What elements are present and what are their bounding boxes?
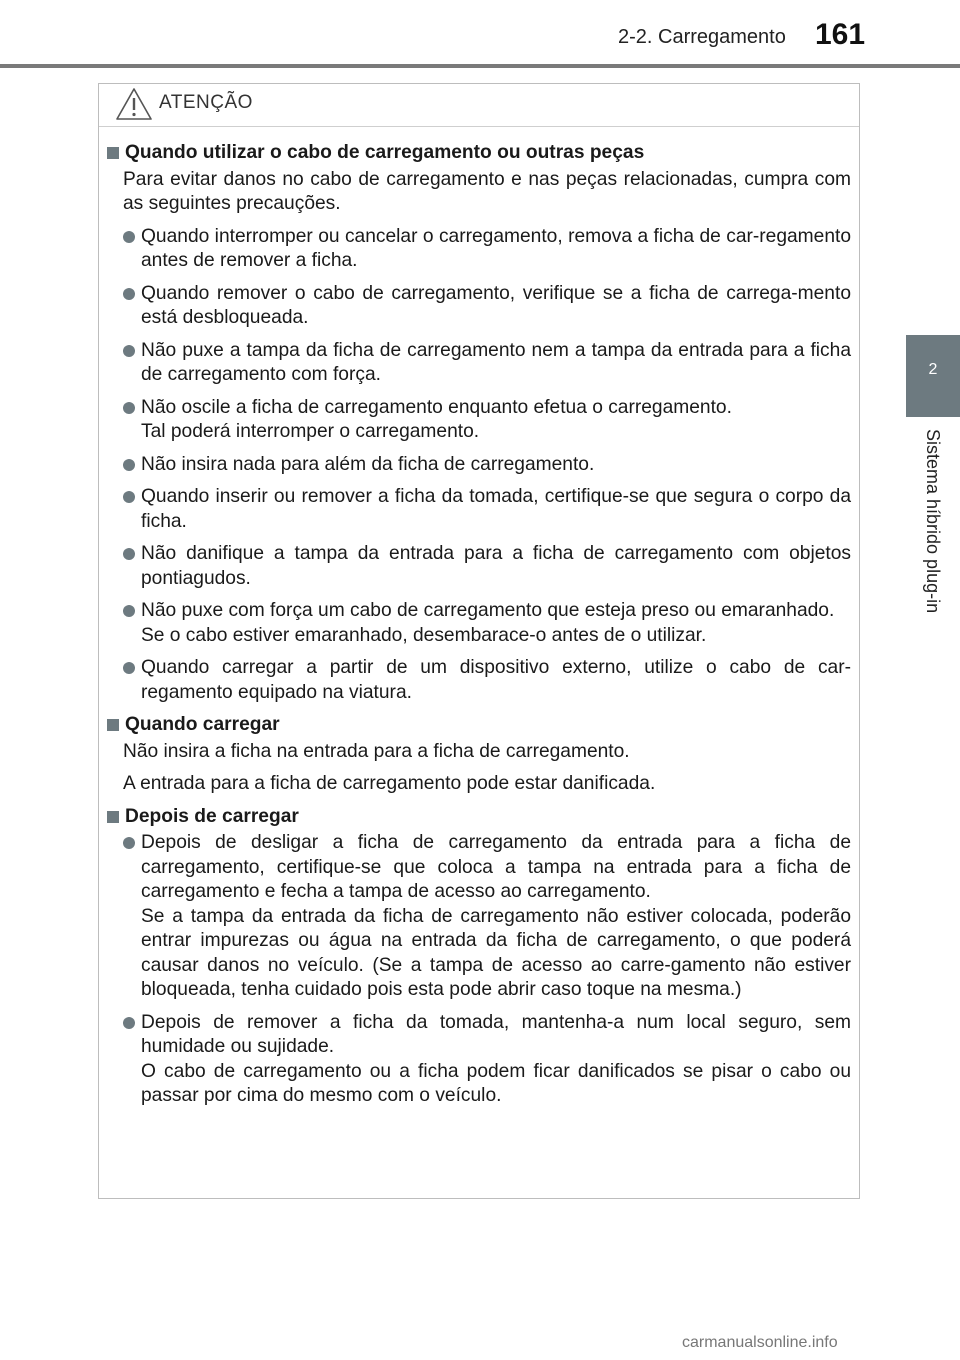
square-bullet-icon <box>107 811 119 823</box>
bullet-line: Se o cabo estiver emaranhado, desembarace-o antes de o utilizar. <box>141 624 707 646</box>
bullet-item <box>123 542 851 591</box>
bullet-item <box>123 656 851 705</box>
header-divider <box>0 64 960 68</box>
bullet-item <box>123 831 851 1003</box>
round-bullet-icon <box>123 231 135 243</box>
bullet-line: Não insira nada para além da ficha de carregamento. <box>141 453 595 475</box>
bullet-line: Quando interromper ou cancelar o carregamento, remova a ficha de car-regamento antes de remover a ficha. <box>141 225 851 271</box>
bullet-text <box>141 339 851 388</box>
round-bullet-icon <box>123 491 135 503</box>
bullet-line: Depois de desligar a ficha de carregamento da entrada para a ficha de carregamento, certifique-se que coloca a tampa na entrada para a ficha de carregamento e fecha a tampa de acesso ao carregamento. <box>141 832 851 902</box>
warning-header <box>99 84 859 127</box>
bullet-text <box>141 599 851 648</box>
bullet-line: Não puxe a tampa da ficha de carregamento nem a tampa da entrada para a ficha de carregamento com força. <box>141 339 851 385</box>
round-bullet-icon <box>123 459 135 471</box>
section-paragraph: Não insira a ficha na entrada para a ficha de carregamento. <box>123 740 630 762</box>
section-heading <box>105 805 851 830</box>
round-bullet-icon <box>123 662 135 674</box>
section-title-text: Depois de carregar <box>125 805 299 827</box>
round-bullet-icon <box>123 288 135 300</box>
bullet-item <box>123 1011 851 1109</box>
page-number: 161 <box>815 18 866 51</box>
bullet-item <box>123 453 851 478</box>
warning-box <box>98 83 860 1199</box>
bullet-item <box>123 282 851 331</box>
bullet-line: Quando inserir ou remover a ficha da tomada, certifique-se que segura o corpo da ficha. <box>141 486 851 532</box>
round-bullet-icon <box>123 345 135 357</box>
chapter-label: Sistema híbrido plug-in <box>923 429 943 614</box>
section-heading <box>105 713 851 738</box>
square-bullet-icon <box>107 147 119 159</box>
round-bullet-icon <box>123 1017 135 1029</box>
watermark: carmanualsonline.info <box>682 1334 838 1351</box>
bullet-text <box>141 485 851 534</box>
chapter-tab-number <box>906 335 960 417</box>
section-paragraph: Para evitar danos no cabo de carregamento e nas peças relacionadas, cumpra com as seguintes precauções. <box>123 168 851 214</box>
bullet-line: Tal poderá interromper o carregamento. <box>141 421 480 442</box>
bullet-line: Se a tampa da entrada da ficha de carregamento não estiver colocada, poderão entrar impurezas ou água na entrada da ficha de carregamento, o que poderá causar danos no veículo. (Se a tampa de acesso ao carre-gamento não estiver bloqueada, tenha cuidado pois esta pode abrir caso toque na mesma.) <box>141 905 851 1000</box>
section-title-text: Quando carregar <box>125 714 280 735</box>
section-heading <box>105 141 851 166</box>
round-bullet-icon <box>123 605 135 617</box>
warning-body <box>99 127 859 1109</box>
bullet-line: Não oscile a ficha de carregamento enquanto efetua o carregamento. <box>141 396 732 418</box>
bullet-item <box>123 225 851 274</box>
bullet-line: Depois de remover a ficha da tomada, mantenha-a num local seguro, sem humidade ou sujidade. <box>141 1011 851 1057</box>
bullet-text <box>141 282 851 331</box>
bullet-item <box>123 339 851 388</box>
bullet-text <box>141 453 851 478</box>
bullet-text <box>141 542 851 591</box>
round-bullet-icon <box>123 548 135 560</box>
round-bullet-icon <box>123 402 135 414</box>
bullet-line: Não danifique a tampa da entrada para a ficha de carregamento com objetos pontiagudos. <box>141 543 851 589</box>
bullet-item <box>123 599 851 648</box>
bullet-text <box>141 656 851 705</box>
section-title-text: Quando utilizar o cabo de carregamento ou outras peças <box>125 142 645 163</box>
bullet-item <box>123 396 851 445</box>
bullet-line: Quando carregar a partir de um dispositivo externo, utilize o cabo de car-regamento equipado na viatura. <box>141 657 851 703</box>
bullet-text <box>141 831 851 1003</box>
chapter-number: 2 <box>928 361 938 378</box>
section-paragraph: A entrada para a ficha de carregamento pode estar danificada. <box>123 773 656 794</box>
bullet-line: O cabo de carregamento ou a ficha podem ficar danificados se pisar o cabo ou passar por cima do mesmo com o veículo. <box>141 1060 851 1106</box>
warning-title: ATENÇÃO <box>159 92 253 113</box>
bullet-text <box>141 396 851 445</box>
chapter-tab-label <box>906 419 960 683</box>
bullet-line: Não puxe com força um cabo de carregamento que esteja preso ou emaranhado. <box>141 600 835 621</box>
bullet-line: Quando remover o cabo de carregamento, verifique se a ficha de carrega-mento está desbloqueada. <box>141 282 851 328</box>
bullet-text <box>141 1011 851 1109</box>
bullet-text <box>141 225 851 274</box>
round-bullet-icon <box>123 837 135 849</box>
bullet-item <box>123 485 851 534</box>
section-title: 2-2. Carregamento <box>618 26 786 48</box>
warning-triangle-icon <box>115 87 153 121</box>
square-bullet-icon <box>107 719 119 731</box>
